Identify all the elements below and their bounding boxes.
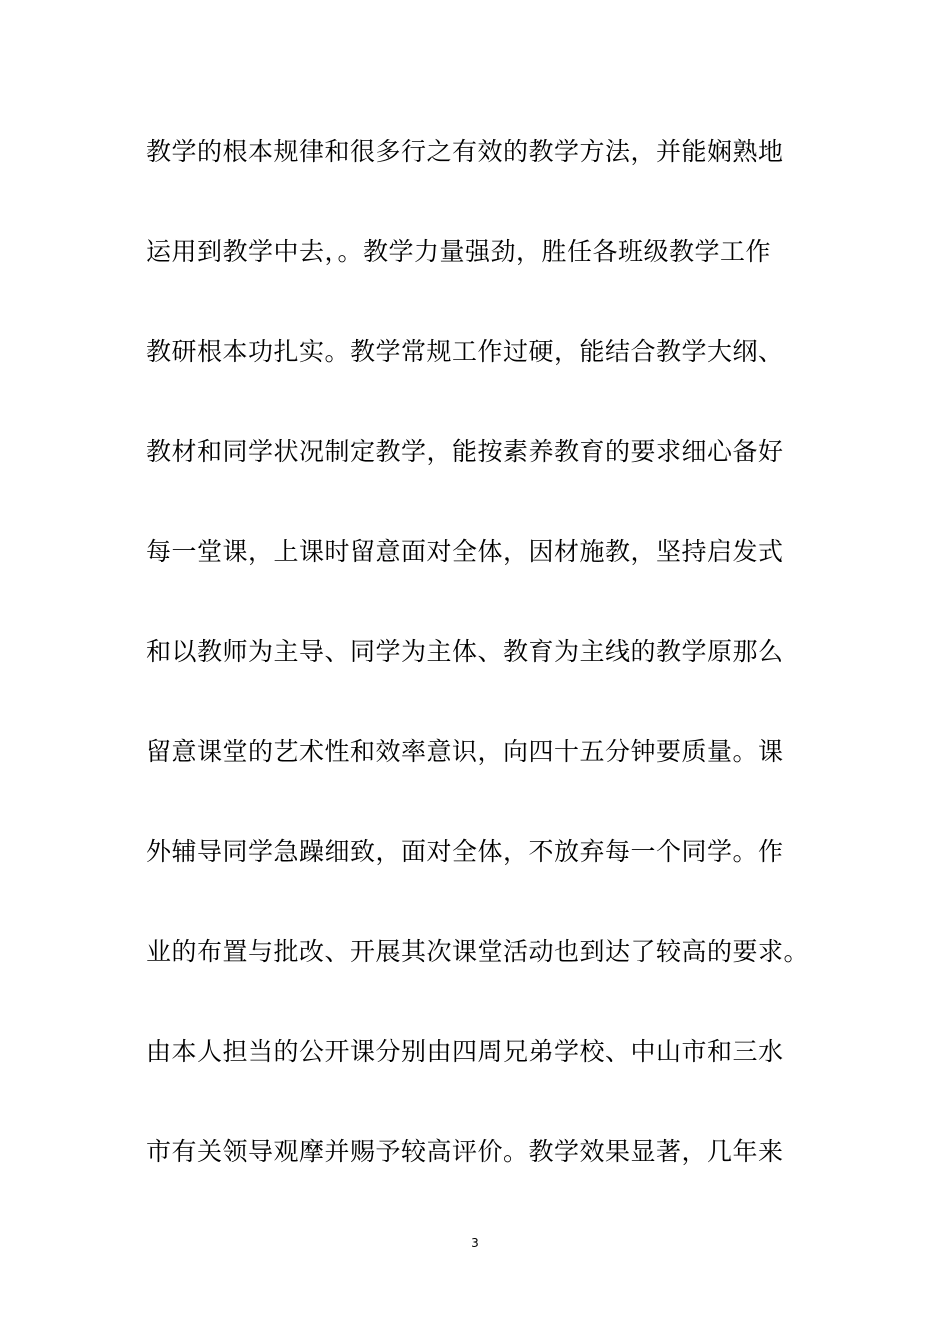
page-number: 3 — [471, 1236, 479, 1250]
text-line-3: 教研根本功扎实。教学常规工作过硬，能结合教学大纲、 — [146, 337, 784, 366]
text-line-5: 每一堂课，上课时留意面对全体，因材施教，坚持启发式 — [146, 537, 784, 566]
text-line-2: 运用到教学中去，。教学力量强劲，胜任各班级教学工作 — [146, 237, 772, 266]
text-line-11: 市有关领导观摩并赐予较高评价。教学效果显著，几年来 — [146, 1137, 784, 1166]
text-line-8: 外辅导同学急躁细致，面对全体，不放弃每一个同学。作 — [146, 837, 784, 866]
text-line-1: 教学的根本规律和很多行之有效的教学方法，并能娴熟地 — [146, 137, 784, 166]
text-line-7: 留意课堂的艺术性和效率意识，向四十五分钟要质量。课 — [146, 737, 784, 766]
body-text — [146, 128, 808, 1228]
text-line-10: 由本人担当的公开课分别由四周兄弟学校、中山市和三水 — [146, 1037, 784, 1066]
text-line-9: 业的布置与批改、开展其次课堂活动也到达了较高的要求。 — [146, 937, 810, 966]
text-line-6: 和以教师为主导、同学为主体、教育为主线的教学原那么 — [146, 637, 784, 666]
text-line-4: 教材和同学状况制定教学，能按素养教育的要求细心备好 — [146, 437, 784, 466]
